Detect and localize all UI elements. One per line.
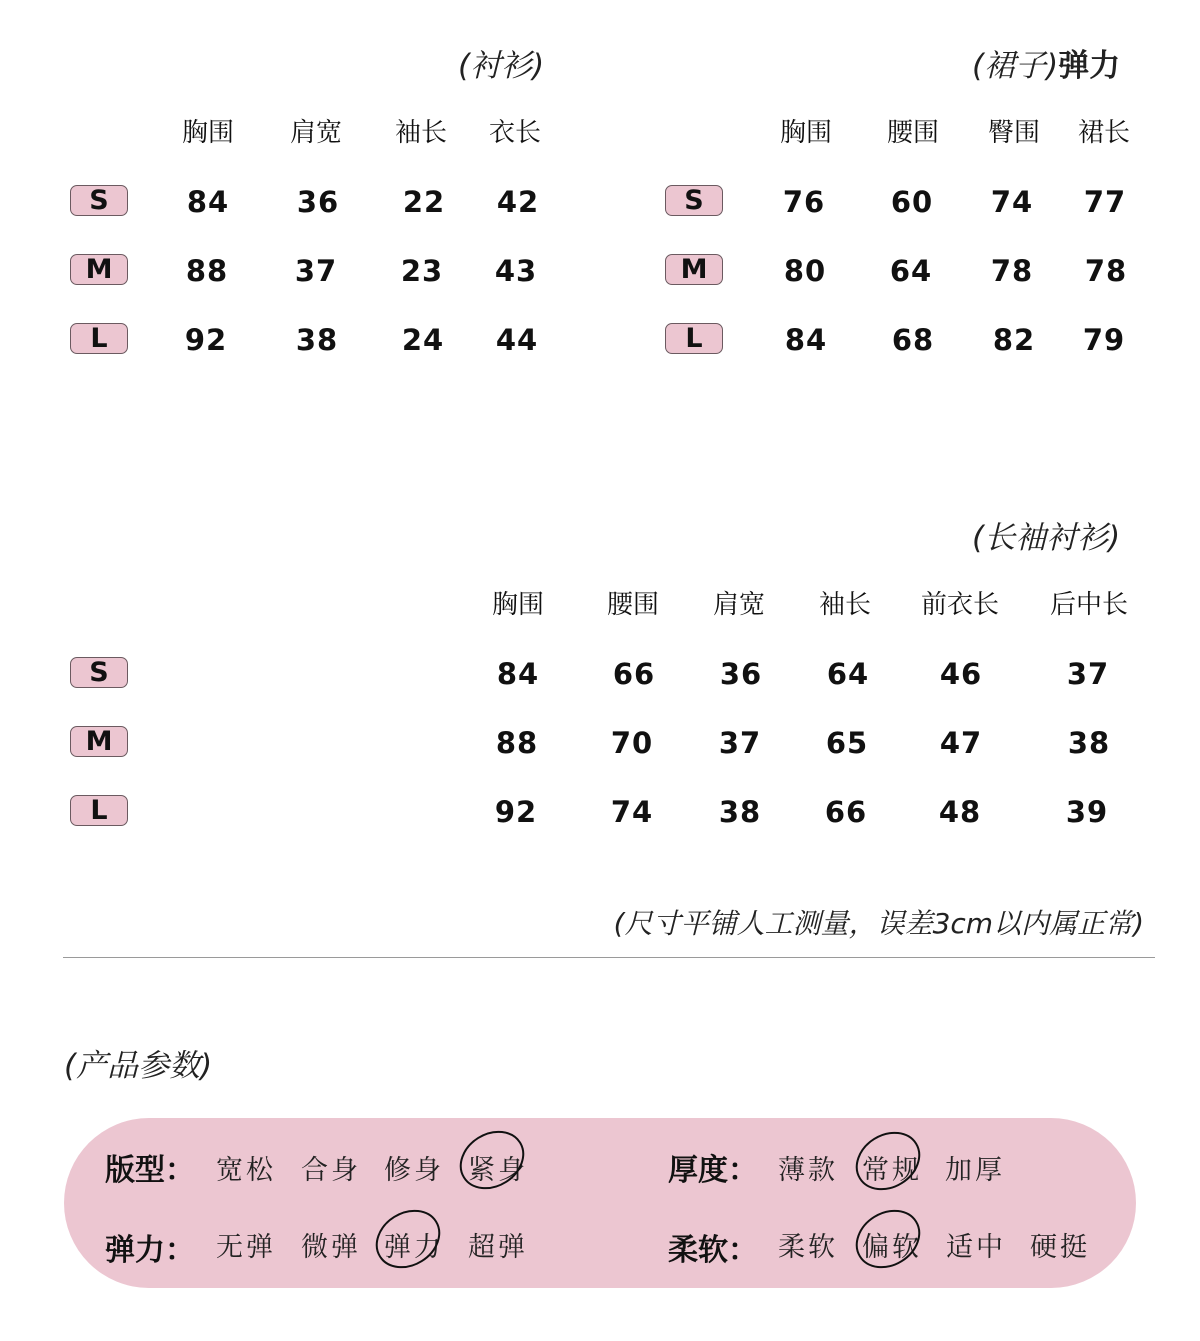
shirt-cell: 44 bbox=[495, 323, 539, 357]
thickness-option-thick: 加厚 bbox=[945, 1155, 1005, 1186]
skirt-cell: 84 bbox=[784, 323, 828, 357]
fit-option-loose: 宽松 bbox=[216, 1155, 276, 1186]
shirt-cell: 24 bbox=[401, 323, 445, 357]
skirt-table-title bbox=[972, 40, 1120, 85]
shirt-cell: 22 bbox=[402, 185, 446, 219]
shirt-cell: 43 bbox=[494, 254, 538, 288]
shirt-header-shoulder: 肩宽 bbox=[289, 118, 343, 148]
longsleeve-size-badge-m: M bbox=[70, 726, 128, 757]
longsleeve-size-badge-l: L bbox=[70, 795, 128, 826]
shirt-header-chest: 胸围 bbox=[181, 118, 235, 148]
longsleeve-header-front-length: 前衣长 bbox=[920, 590, 1000, 620]
elasticity-option-none: 无弹 bbox=[216, 1232, 276, 1263]
skirt-header-length: 裙长 bbox=[1077, 118, 1131, 148]
skirt-cell: 64 bbox=[889, 254, 933, 288]
longsleeve-cell: 37 bbox=[718, 726, 762, 760]
longsleeve-cell: 38 bbox=[718, 795, 762, 829]
thickness-label: 厚度： bbox=[668, 1153, 758, 1188]
longsleeve-cell: 65 bbox=[825, 726, 869, 760]
skirt-size-badge-l: L bbox=[665, 323, 723, 354]
thickness-option-thin: 薄款 bbox=[778, 1155, 838, 1186]
skirt-title-text: (裙子) bbox=[972, 48, 1059, 84]
skirt-cell: 78 bbox=[1084, 254, 1128, 288]
softness-option-slightly-soft: 偏软 bbox=[862, 1232, 922, 1263]
longsleeve-cell: 47 bbox=[939, 726, 983, 760]
shirt-cell: 38 bbox=[295, 323, 339, 357]
elasticity-label: 弹力： bbox=[105, 1233, 195, 1268]
elasticity-option-stretch: 弹力 bbox=[384, 1232, 444, 1263]
longsleeve-cell: 84 bbox=[496, 657, 540, 691]
skirt-size-badge-m: M bbox=[665, 254, 723, 285]
skirt-cell: 68 bbox=[891, 323, 935, 357]
skirt-size-badge-s: S bbox=[665, 185, 723, 216]
shirt-cell: 88 bbox=[185, 254, 229, 288]
skirt-cell: 78 bbox=[990, 254, 1034, 288]
longsleeve-cell: 74 bbox=[610, 795, 654, 829]
shirt-size-badge-l: L bbox=[70, 323, 128, 354]
longsleeve-table-title: (长袖衬衫) bbox=[972, 520, 1121, 556]
skirt-cell: 74 bbox=[990, 185, 1034, 219]
skirt-cell: 80 bbox=[783, 254, 827, 288]
elasticity-option-super: 超弹 bbox=[468, 1232, 528, 1263]
shirt-cell: 37 bbox=[294, 254, 338, 288]
shirt-header-length: 衣长 bbox=[488, 118, 542, 148]
skirt-cell: 60 bbox=[890, 185, 934, 219]
thickness-option-regular: 常规 bbox=[862, 1155, 922, 1186]
shirt-table-title: (衬衫) bbox=[458, 48, 545, 84]
measurement-note: (尺寸平铺人工测量，误差3cm以内属正常) bbox=[613, 907, 1144, 940]
skirt-cell: 76 bbox=[782, 185, 826, 219]
softness-option-medium: 适中 bbox=[946, 1232, 1006, 1263]
skirt-cell: 79 bbox=[1082, 323, 1126, 357]
longsleeve-cell: 66 bbox=[612, 657, 656, 691]
longsleeve-cell: 70 bbox=[610, 726, 654, 760]
longsleeve-cell: 46 bbox=[939, 657, 983, 691]
elasticity-option-slight: 微弹 bbox=[301, 1232, 361, 1263]
shirt-cell: 84 bbox=[186, 185, 230, 219]
fit-option-regular: 合身 bbox=[301, 1155, 361, 1186]
longsleeve-cell: 38 bbox=[1067, 726, 1111, 760]
longsleeve-cell: 48 bbox=[938, 795, 982, 829]
shirt-cell: 23 bbox=[400, 254, 444, 288]
fit-option-tight: 紧身 bbox=[468, 1155, 528, 1186]
longsleeve-header-sleeve: 袖长 bbox=[818, 590, 872, 620]
skirt-cell: 77 bbox=[1083, 185, 1127, 219]
softness-label: 柔软： bbox=[668, 1233, 758, 1268]
skirt-cell: 82 bbox=[992, 323, 1036, 357]
longsleeve-cell: 37 bbox=[1066, 657, 1110, 691]
longsleeve-cell: 66 bbox=[824, 795, 868, 829]
longsleeve-size-badge-s: S bbox=[70, 657, 128, 688]
skirt-header-chest: 胸围 bbox=[779, 118, 833, 148]
skirt-header-waist: 腰围 bbox=[886, 118, 940, 148]
longsleeve-cell: 92 bbox=[494, 795, 538, 829]
shirt-cell: 36 bbox=[296, 185, 340, 219]
longsleeve-header-back-length: 后中长 bbox=[1049, 590, 1129, 620]
params-title: (产品参数) bbox=[64, 1048, 213, 1084]
longsleeve-cell: 36 bbox=[719, 657, 763, 691]
longsleeve-cell: 64 bbox=[826, 657, 870, 691]
longsleeve-cell: 88 bbox=[495, 726, 539, 760]
softness-option-soft: 柔软 bbox=[778, 1232, 838, 1263]
softness-option-stiff: 硬挺 bbox=[1030, 1232, 1090, 1263]
longsleeve-header-waist: 腰围 bbox=[606, 590, 660, 620]
fit-label: 版型： bbox=[105, 1153, 195, 1188]
longsleeve-header-chest: 胸围 bbox=[491, 590, 545, 620]
longsleeve-cell: 39 bbox=[1065, 795, 1109, 829]
section-divider bbox=[63, 957, 1155, 958]
skirt-title-suffix: 弹力 bbox=[1058, 48, 1121, 84]
shirt-cell: 92 bbox=[184, 323, 228, 357]
shirt-header-sleeve: 袖长 bbox=[394, 118, 448, 148]
skirt-header-hip: 臀围 bbox=[987, 118, 1041, 148]
shirt-cell: 42 bbox=[496, 185, 540, 219]
shirt-size-badge-s: S bbox=[70, 185, 128, 216]
longsleeve-header-shoulder: 肩宽 bbox=[712, 590, 766, 620]
shirt-size-badge-m: M bbox=[70, 254, 128, 285]
fit-option-slim: 修身 bbox=[384, 1155, 444, 1186]
